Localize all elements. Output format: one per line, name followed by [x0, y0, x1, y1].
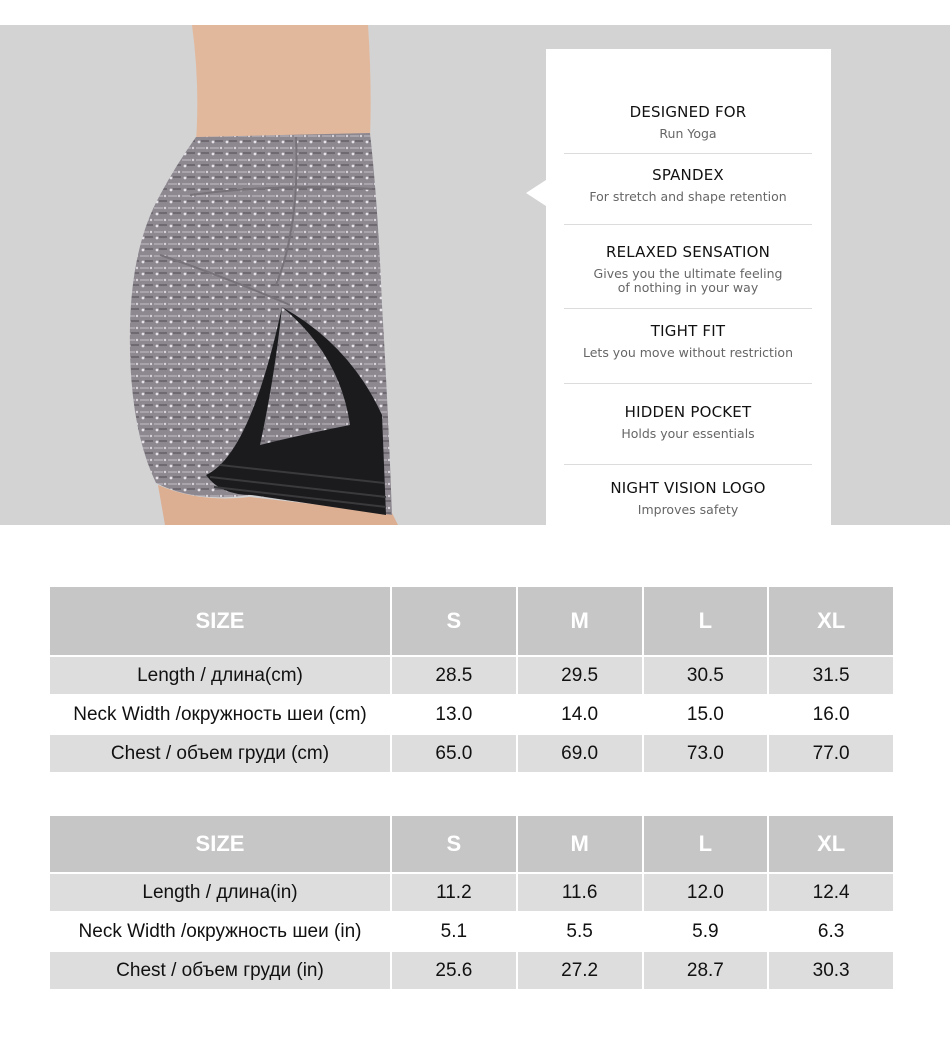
header-m: M — [518, 587, 642, 655]
row-label: Neck Width /окружность шеи (in) — [50, 913, 390, 950]
cell: 5.9 — [644, 913, 768, 950]
cell: 77.0 — [769, 735, 893, 772]
feature-spandex — [564, 166, 812, 204]
table-row — [50, 913, 893, 950]
feature-panel — [546, 49, 831, 525]
divider — [564, 308, 812, 309]
feature-desc: Run Yoga — [659, 126, 717, 141]
table-row — [50, 696, 893, 733]
header-m: M — [518, 816, 642, 872]
cell: 12.4 — [769, 874, 893, 911]
cell: 12.0 — [644, 874, 768, 911]
feature-desc: Gives you the ultimate feeling of nothing in your way — [593, 266, 783, 295]
table-header-row — [50, 587, 893, 655]
row-label: Neck Width /окружность шеи (cm) — [50, 696, 390, 733]
header-size: SIZE — [50, 816, 390, 872]
cell: 5.1 — [392, 913, 516, 950]
divider — [564, 224, 812, 225]
divider — [564, 383, 812, 384]
cell: 30.5 — [644, 657, 768, 694]
cell: 25.6 — [392, 952, 516, 989]
feature-desc: Improves safety — [637, 502, 739, 517]
feature-desc: Holds your essentials — [621, 426, 755, 441]
cell: 15.0 — [644, 696, 768, 733]
header-size: SIZE — [50, 587, 390, 655]
table-row — [50, 657, 893, 694]
cell: 11.2 — [392, 874, 516, 911]
row-label: Chest / объем груди (in) — [50, 952, 390, 989]
size-table-in — [48, 814, 895, 991]
cell: 29.5 — [518, 657, 642, 694]
cell: 27.2 — [518, 952, 642, 989]
table-row — [50, 735, 893, 772]
feature-relaxed-sensation — [564, 243, 812, 295]
feature-hidden-pocket — [564, 403, 812, 441]
cell: 31.5 — [769, 657, 893, 694]
shorts-photo — [0, 25, 540, 525]
size-table-cm — [48, 585, 895, 774]
divider — [564, 464, 812, 465]
cell: 30.3 — [769, 952, 893, 989]
header-xl: XL — [769, 816, 893, 872]
row-label: Length / длина(cm) — [50, 657, 390, 694]
cell: 5.5 — [518, 913, 642, 950]
cell: 13.0 — [392, 696, 516, 733]
panel-pointer — [526, 180, 546, 206]
header-l: L — [644, 816, 768, 872]
feature-desc: Lets you move without restriction — [582, 345, 793, 360]
product-hero — [0, 25, 950, 525]
row-label: Length / длина(in) — [50, 874, 390, 911]
feature-title: HIDDEN POCKET — [624, 403, 752, 421]
torso-skin — [192, 25, 371, 141]
cell: 6.3 — [769, 913, 893, 950]
feature-title: TIGHT FIT — [650, 322, 726, 340]
header-s: S — [392, 816, 516, 872]
feature-tight-fit — [564, 322, 812, 360]
header-xl: XL — [769, 587, 893, 655]
feature-desc: For stretch and shape retention — [589, 189, 787, 204]
header-s: S — [392, 587, 516, 655]
cell: 28.7 — [644, 952, 768, 989]
feature-title: SPANDEX — [652, 166, 724, 184]
cell: 28.5 — [392, 657, 516, 694]
table-header-row — [50, 816, 893, 872]
cell: 16.0 — [769, 696, 893, 733]
row-label: Chest / объем груди (cm) — [50, 735, 390, 772]
table-row — [50, 874, 893, 911]
cell: 73.0 — [644, 735, 768, 772]
divider — [564, 153, 812, 154]
feature-title: DESIGNED FOR — [629, 103, 747, 121]
header-l: L — [644, 587, 768, 655]
feature-designed-for — [564, 103, 812, 141]
cell: 69.0 — [518, 735, 642, 772]
feature-title: NIGHT VISION LOGO — [610, 479, 766, 497]
feature-night-vision-logo — [564, 479, 812, 517]
table-row — [50, 952, 893, 989]
cell: 65.0 — [392, 735, 516, 772]
cell: 14.0 — [518, 696, 642, 733]
feature-title: RELAXED SENSATION — [605, 243, 771, 261]
cell: 11.6 — [518, 874, 642, 911]
